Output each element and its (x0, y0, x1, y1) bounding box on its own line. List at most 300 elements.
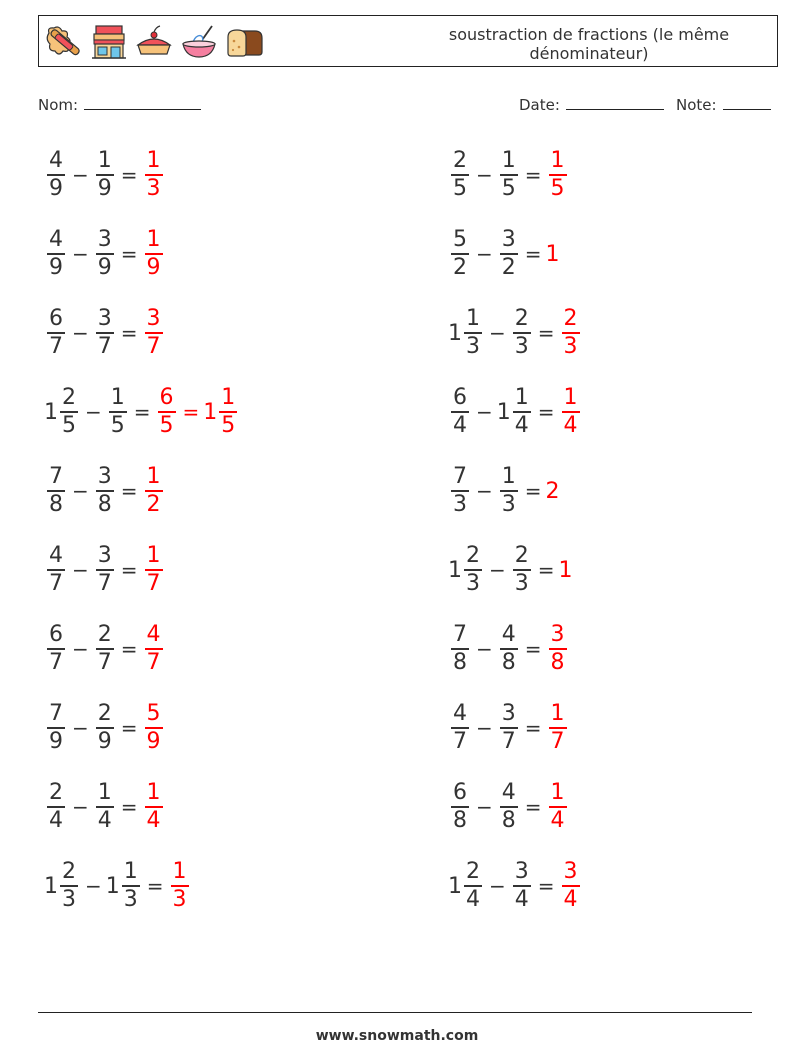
operand-a-fraction (464, 306, 482, 360)
problem-item (44, 456, 166, 526)
operand-a-numerator: 4 (453, 701, 467, 727)
answer-denominator: 7 (146, 570, 161, 596)
operand-a-denominator: 9 (49, 728, 63, 754)
problem-item (44, 140, 166, 210)
operand-a-numerator: 1 (466, 306, 480, 332)
answer (142, 148, 166, 202)
answer (142, 780, 166, 834)
operand-b-fraction (96, 464, 114, 518)
answer (142, 227, 166, 281)
equals-sign: = (537, 558, 555, 582)
answer-numerator: 1 (146, 543, 161, 569)
score-field[interactable] (676, 94, 771, 114)
answer-term (142, 780, 166, 834)
operand-b-denominator: 3 (514, 333, 529, 359)
operand-a-whole: 1 (448, 557, 462, 583)
operand-b-numerator: 3 (501, 227, 516, 253)
answer-fraction (145, 543, 163, 597)
operand-a-fraction (451, 148, 469, 202)
operand-b-fraction (500, 227, 518, 281)
operand-b-term (497, 622, 521, 676)
operand-a-denominator: 5 (453, 175, 467, 201)
minus-sign: − (489, 874, 506, 898)
answer-numerator: 3 (563, 859, 578, 885)
operand-a-term (448, 148, 472, 202)
problem-item (44, 298, 166, 368)
equals-sign: = (120, 479, 138, 503)
operand-a-numerator: 6 (453, 780, 467, 806)
operand-b-numerator: 3 (97, 543, 112, 569)
equals-sign: = (524, 637, 542, 661)
operand-a-whole: 1 (44, 399, 58, 425)
operand-a-numerator: 7 (453, 622, 467, 648)
answer-numerator: 3 (550, 622, 565, 648)
operand-a-term (44, 306, 68, 360)
operand-b-term (106, 859, 143, 913)
operand-a-denominator: 2 (453, 254, 467, 280)
answer-whole: 1 (558, 557, 573, 583)
operand-a-fraction (47, 543, 65, 597)
operand-b-term (497, 385, 534, 439)
minus-sign: − (72, 716, 89, 740)
operand-a-term (44, 385, 81, 439)
operand-b-numerator: 1 (97, 780, 112, 806)
operand-a-term (448, 859, 485, 913)
operand-b-fraction (513, 543, 531, 597)
problem-item (44, 693, 166, 763)
operand-a-denominator: 8 (453, 807, 467, 833)
operand-a-fraction (451, 780, 469, 834)
operand-b-numerator: 3 (97, 227, 112, 253)
operand-a-denominator: 4 (466, 886, 480, 912)
worksheet-header (38, 15, 778, 67)
operand-b-numerator: 2 (514, 543, 529, 569)
operand-a-numerator: 6 (49, 306, 63, 332)
operand-a-fraction (47, 701, 65, 755)
answer-term (155, 385, 179, 439)
problem-item (448, 298, 583, 368)
problem-item (44, 535, 166, 605)
answer (142, 306, 166, 360)
answer-fraction (145, 701, 163, 755)
answer-whole: 2 (545, 478, 560, 504)
answer-numerator: 4 (146, 622, 161, 648)
equals-sign: = (120, 321, 138, 345)
answer (546, 479, 559, 504)
operand-b-term (93, 701, 117, 755)
operand-b-term (93, 780, 117, 834)
operand-b-numerator: 1 (123, 859, 138, 885)
name-field[interactable] (38, 94, 201, 114)
operand-a-fraction (47, 306, 65, 360)
operand-b-denominator: 2 (501, 254, 516, 280)
operand-a-term (448, 385, 472, 439)
operand-b-denominator: 3 (123, 886, 138, 912)
answer-denominator: 4 (563, 886, 578, 912)
minus-sign: − (72, 558, 89, 582)
operand-b-fraction (109, 385, 127, 439)
problem-item (448, 219, 559, 289)
minus-sign: − (85, 874, 102, 898)
minus-sign: − (72, 321, 89, 345)
operand-a-numerator: 6 (453, 385, 467, 411)
equals-sign: = (537, 400, 555, 424)
answer-numerator: 5 (146, 701, 161, 727)
answer-fraction (145, 227, 163, 281)
operand-a-whole: 1 (44, 873, 58, 899)
operand-b-term (510, 859, 534, 913)
operand-a-term (448, 306, 485, 360)
answer-fraction (562, 385, 580, 439)
operand-a-term (44, 227, 68, 281)
answer-term (142, 701, 166, 755)
problem-item (448, 772, 570, 842)
answer-denominator: 5 (221, 412, 236, 438)
equals-sign: = (120, 716, 138, 740)
operand-a-denominator: 4 (49, 807, 63, 833)
operand-a-denominator: 7 (49, 333, 63, 359)
answer-numerator: 1 (146, 227, 161, 253)
bakery-shop-icon (90, 23, 128, 61)
operand-b-denominator: 8 (501, 649, 516, 675)
operand-b-term (497, 780, 521, 834)
equals-sign: = (120, 242, 138, 266)
answer-numerator: 1 (172, 859, 187, 885)
operand-a-term (44, 780, 68, 834)
answer-equals-sign: = (182, 400, 200, 424)
answer-numerator: 1 (146, 464, 161, 490)
operand-a-denominator: 4 (453, 412, 467, 438)
answer-term (203, 385, 240, 439)
operand-a-term (44, 464, 68, 518)
answer-term (559, 558, 572, 583)
operand-a-fraction (451, 464, 469, 518)
problem-item (448, 851, 583, 921)
answer-numerator: 3 (146, 306, 161, 332)
operand-a-fraction (47, 622, 65, 676)
answer-numerator: 1 (550, 148, 565, 174)
answer-fraction (145, 306, 163, 360)
equals-sign: = (146, 874, 164, 898)
name-blank[interactable] (84, 94, 201, 110)
operand-b-numerator: 1 (501, 148, 516, 174)
operand-a-whole: 1 (448, 873, 462, 899)
operand-b-fraction (96, 622, 114, 676)
operand-a-whole: 1 (448, 320, 462, 346)
equals-sign: = (524, 795, 542, 819)
operand-a-denominator: 9 (49, 175, 63, 201)
operand-b-fraction (513, 306, 531, 360)
operand-b-numerator: 2 (514, 306, 529, 332)
answer-denominator: 4 (146, 807, 161, 833)
answer-fraction (562, 306, 580, 360)
operand-b-numerator: 2 (97, 701, 112, 727)
answer-term (168, 859, 192, 913)
operand-b-numerator: 1 (97, 148, 112, 174)
operand-b-denominator: 9 (97, 728, 112, 754)
answer (168, 859, 192, 913)
minus-sign: − (72, 242, 89, 266)
minus-sign: − (489, 321, 506, 345)
operand-b-fraction (96, 701, 114, 755)
equals-sign: = (524, 163, 542, 187)
operand-b-numerator: 3 (501, 701, 516, 727)
problem-item (448, 377, 583, 447)
operand-b-fraction (122, 859, 140, 913)
operand-a-numerator: 2 (453, 148, 467, 174)
minus-sign: − (72, 795, 89, 819)
footer-divider (38, 1012, 752, 1013)
equals-sign: = (120, 558, 138, 582)
operand-b-numerator: 2 (97, 622, 112, 648)
problem-item (44, 851, 192, 921)
answer-numerator: 2 (563, 306, 578, 332)
operand-b-numerator: 3 (97, 306, 112, 332)
operand-b-denominator: 5 (501, 175, 516, 201)
equals-sign: = (524, 242, 542, 266)
operand-a-numerator: 2 (466, 543, 480, 569)
operand-a-denominator: 3 (453, 491, 467, 517)
answer-term (546, 148, 570, 202)
answer-fraction (562, 859, 580, 913)
operand-b-fraction (500, 148, 518, 202)
answer-whole: 1 (545, 241, 560, 267)
operand-a-denominator: 8 (453, 649, 467, 675)
minus-sign: − (476, 795, 493, 819)
operand-b-fraction (513, 859, 531, 913)
answer-numerator: 1 (550, 701, 565, 727)
operand-b-denominator: 4 (514, 886, 529, 912)
operand-b-denominator: 9 (97, 175, 112, 201)
answer-fraction (549, 780, 567, 834)
equals-sign: = (524, 716, 542, 740)
answer-denominator: 3 (172, 886, 187, 912)
problem-item (44, 772, 166, 842)
answer-fraction (145, 780, 163, 834)
answer-fraction (549, 622, 567, 676)
operand-b-fraction (96, 306, 114, 360)
answer-denominator: 4 (550, 807, 565, 833)
operand-a-denominator: 9 (49, 254, 63, 280)
operand-b-fraction (96, 543, 114, 597)
operand-b-denominator: 7 (501, 728, 516, 754)
answer-term (546, 701, 570, 755)
answer-term (142, 306, 166, 360)
equals-sign: = (537, 321, 555, 345)
operand-b-numerator: 4 (501, 622, 516, 648)
operand-b-denominator: 7 (97, 333, 112, 359)
operand-b-term (497, 701, 521, 755)
operand-a-fraction (464, 859, 482, 913)
operand-b-fraction (96, 780, 114, 834)
bread-icon (225, 23, 263, 61)
answer-term (142, 148, 166, 202)
answer-fraction (549, 701, 567, 755)
score-label: Note: (676, 96, 717, 114)
answer-denominator: 5 (550, 175, 565, 201)
answer (559, 558, 572, 583)
answer (142, 622, 166, 676)
answer (559, 859, 583, 913)
operand-b-term (510, 306, 534, 360)
operand-a-denominator: 3 (62, 886, 76, 912)
operand-a-denominator: 7 (453, 728, 467, 754)
operand-b-denominator: 3 (501, 491, 516, 517)
operand-a-fraction (47, 780, 65, 834)
operand-a-term (448, 780, 472, 834)
rolling-pin-icon (45, 23, 83, 61)
answer-denominator: 3 (146, 175, 161, 201)
date-label: Date: (519, 96, 560, 114)
answer (155, 385, 241, 439)
equals-sign: = (120, 637, 138, 661)
answer-term (559, 306, 583, 360)
answer (546, 780, 570, 834)
operand-a-fraction (47, 148, 65, 202)
equals-sign: = (133, 400, 151, 424)
operand-b-denominator: 8 (501, 807, 516, 833)
answer (142, 464, 166, 518)
answer-term (142, 622, 166, 676)
answer-denominator: 9 (146, 254, 161, 280)
answer-term (142, 227, 166, 281)
operand-b-term (106, 385, 130, 439)
operand-b-whole: 1 (105, 873, 120, 899)
operand-a-term (44, 701, 68, 755)
operand-a-numerator: 5 (453, 227, 467, 253)
operand-a-denominator: 5 (62, 412, 76, 438)
operand-b-denominator: 3 (514, 570, 529, 596)
operand-a-numerator: 6 (49, 622, 63, 648)
operand-b-numerator: 3 (514, 859, 529, 885)
operand-a-fraction (60, 859, 78, 913)
minus-sign: − (476, 163, 493, 187)
problem-item (44, 377, 240, 447)
answer-numerator: 1 (146, 780, 161, 806)
operand-a-term (448, 622, 472, 676)
operand-b-term (93, 464, 117, 518)
operand-b-denominator: 7 (97, 649, 112, 675)
problem-item (448, 456, 559, 526)
answer-whole: 1 (203, 399, 218, 425)
operand-a-numerator: 2 (62, 385, 76, 411)
worksheet-title: soustraction de fractions (le même dénominateur) (448, 25, 730, 63)
operand-a-fraction (47, 227, 65, 281)
minus-sign: − (85, 400, 102, 424)
operand-a-numerator: 7 (49, 701, 63, 727)
operand-a-term (44, 622, 68, 676)
operand-b-term (93, 148, 117, 202)
answer (559, 306, 583, 360)
operand-b-denominator: 4 (97, 807, 112, 833)
operand-a-fraction (451, 622, 469, 676)
operand-a-denominator: 8 (49, 491, 63, 517)
problem-item (448, 614, 570, 684)
operand-a-numerator: 4 (49, 148, 63, 174)
operand-b-fraction (513, 385, 531, 439)
answer (142, 701, 166, 755)
answer-term (546, 242, 559, 267)
operand-b-denominator: 8 (97, 491, 112, 517)
operand-b-fraction (96, 227, 114, 281)
answer-fraction (145, 464, 163, 518)
minus-sign: − (476, 400, 493, 424)
name-label: Nom: (38, 96, 79, 114)
date-field[interactable] (519, 94, 664, 114)
operand-a-denominator: 3 (466, 333, 480, 359)
problem-item (44, 614, 166, 684)
operand-b-fraction (500, 780, 518, 834)
minus-sign: − (476, 637, 493, 661)
answer-denominator: 7 (550, 728, 565, 754)
answer-term (546, 622, 570, 676)
operand-b-numerator: 1 (110, 385, 125, 411)
equals-sign: = (120, 163, 138, 187)
operand-a-numerator: 2 (62, 859, 76, 885)
operand-a-numerator: 4 (49, 227, 63, 253)
answer-numerator: 1 (221, 385, 236, 411)
answer-numerator: 1 (550, 780, 565, 806)
answer-fraction (171, 859, 189, 913)
operand-a-numerator: 7 (453, 464, 467, 490)
operand-b-term (497, 464, 521, 518)
operand-b-fraction (96, 148, 114, 202)
answer-denominator: 9 (146, 728, 161, 754)
answer-numerator: 1 (563, 385, 578, 411)
operand-a-fraction (451, 385, 469, 439)
answer-denominator: 7 (146, 333, 161, 359)
answer-denominator: 3 (563, 333, 578, 359)
operand-b-term (497, 227, 521, 281)
answer (546, 148, 570, 202)
score-blank[interactable] (723, 94, 771, 110)
answer-denominator: 4 (563, 412, 578, 438)
operand-b-term (510, 543, 534, 597)
answer (559, 385, 583, 439)
date-blank[interactable] (566, 94, 664, 110)
minus-sign: − (72, 163, 89, 187)
equals-sign: = (537, 874, 555, 898)
operand-b-numerator: 4 (501, 780, 516, 806)
problem-item (448, 535, 572, 605)
operand-a-term (44, 148, 68, 202)
operand-b-term (93, 306, 117, 360)
problem-item (448, 693, 570, 763)
minus-sign: − (72, 479, 89, 503)
operand-a-term (44, 543, 68, 597)
operand-b-denominator: 5 (110, 412, 125, 438)
answer-denominator: 8 (550, 649, 565, 675)
answer-fraction (158, 385, 176, 439)
operand-b-denominator: 4 (514, 412, 529, 438)
answer-fraction (145, 148, 163, 202)
minus-sign: − (476, 479, 493, 503)
answer (142, 543, 166, 597)
answer (546, 622, 570, 676)
answer-term (142, 543, 166, 597)
answer-denominator: 5 (159, 412, 174, 438)
answer-numerator: 1 (146, 148, 161, 174)
operand-b-fraction (500, 701, 518, 755)
answer (546, 701, 570, 755)
minus-sign: − (476, 716, 493, 740)
answer-term (559, 385, 583, 439)
answer-term (546, 780, 570, 834)
operand-a-term (448, 227, 472, 281)
operand-a-numerator: 2 (466, 859, 480, 885)
operand-b-fraction (500, 622, 518, 676)
equals-sign: = (524, 479, 542, 503)
